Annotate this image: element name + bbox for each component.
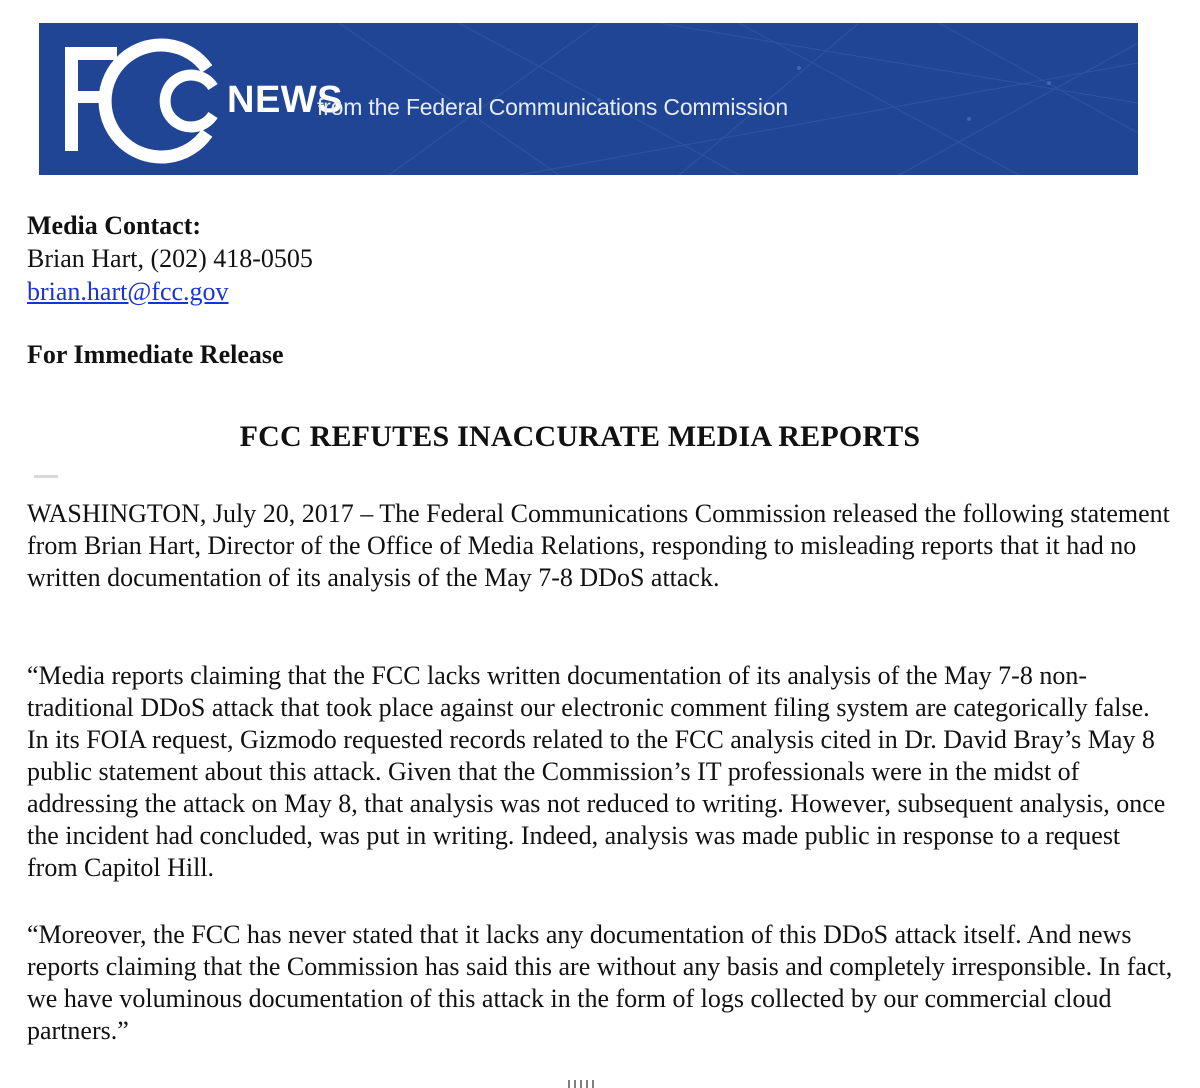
paragraph-statement-1: “Media reports claiming that the FCC lacks written documentation of its analysis of the May 7-8 non-traditional DDoS attack that took place against our electronic comment filing system are categorically false. In its FOIA request, Gizmodo requested records related to the FCC analysis cited in Dr. David Bray’s May 8 public statement about this attack. Given that the Commission’s IT professionals were in the midst of addressing the attack on May 8, that analysis was not reduced to writing. However, subsequent analysis, once the incident had concluded, was put in writing. Indeed, analysis was made public in response to a request from Capitol Hill. xyxy=(27,661,1166,882)
media-contact-block xyxy=(27,209,313,308)
fcc-news-banner xyxy=(39,23,1138,175)
news-wordmark: NEWS xyxy=(227,79,343,121)
media-contact-label: Media Contact: xyxy=(27,211,202,240)
banner-tagline: from the Federal Communications Commission xyxy=(317,94,788,120)
paragraph-statement-2: “Moreover, the FCC has never stated that it lacks any documentation of this DDoS attack itself. And news reports claiming that the Commission has said this are without any basis and completely irresponsible. In fact, we have voluminous documentation of this attack in the form of logs collected by our commercial cloud partners.” xyxy=(27,920,1173,1045)
fcc-logo xyxy=(57,29,247,169)
release-label: For Immediate Release xyxy=(27,340,284,369)
faint-mark xyxy=(34,475,58,478)
contact-name-phone: Brian Hart, (202) 418-0505 xyxy=(27,244,313,273)
headline: FCC REFUTES INACCURATE MEDIA REPORTS xyxy=(239,420,921,453)
end-of-release-mark xyxy=(565,1076,605,1088)
paragraph-intro: WASHINGTON, July 20, 2017 – The Federal Communications Commission released the following statement from Brian Hart, Director of the Office of Media Relations, responding to misleading reports that it had no written documentation of its analysis of the May 7-8 DDoS attack. xyxy=(27,499,1170,592)
contact-email-link[interactable]: brian.hart@fcc.gov xyxy=(27,277,229,306)
